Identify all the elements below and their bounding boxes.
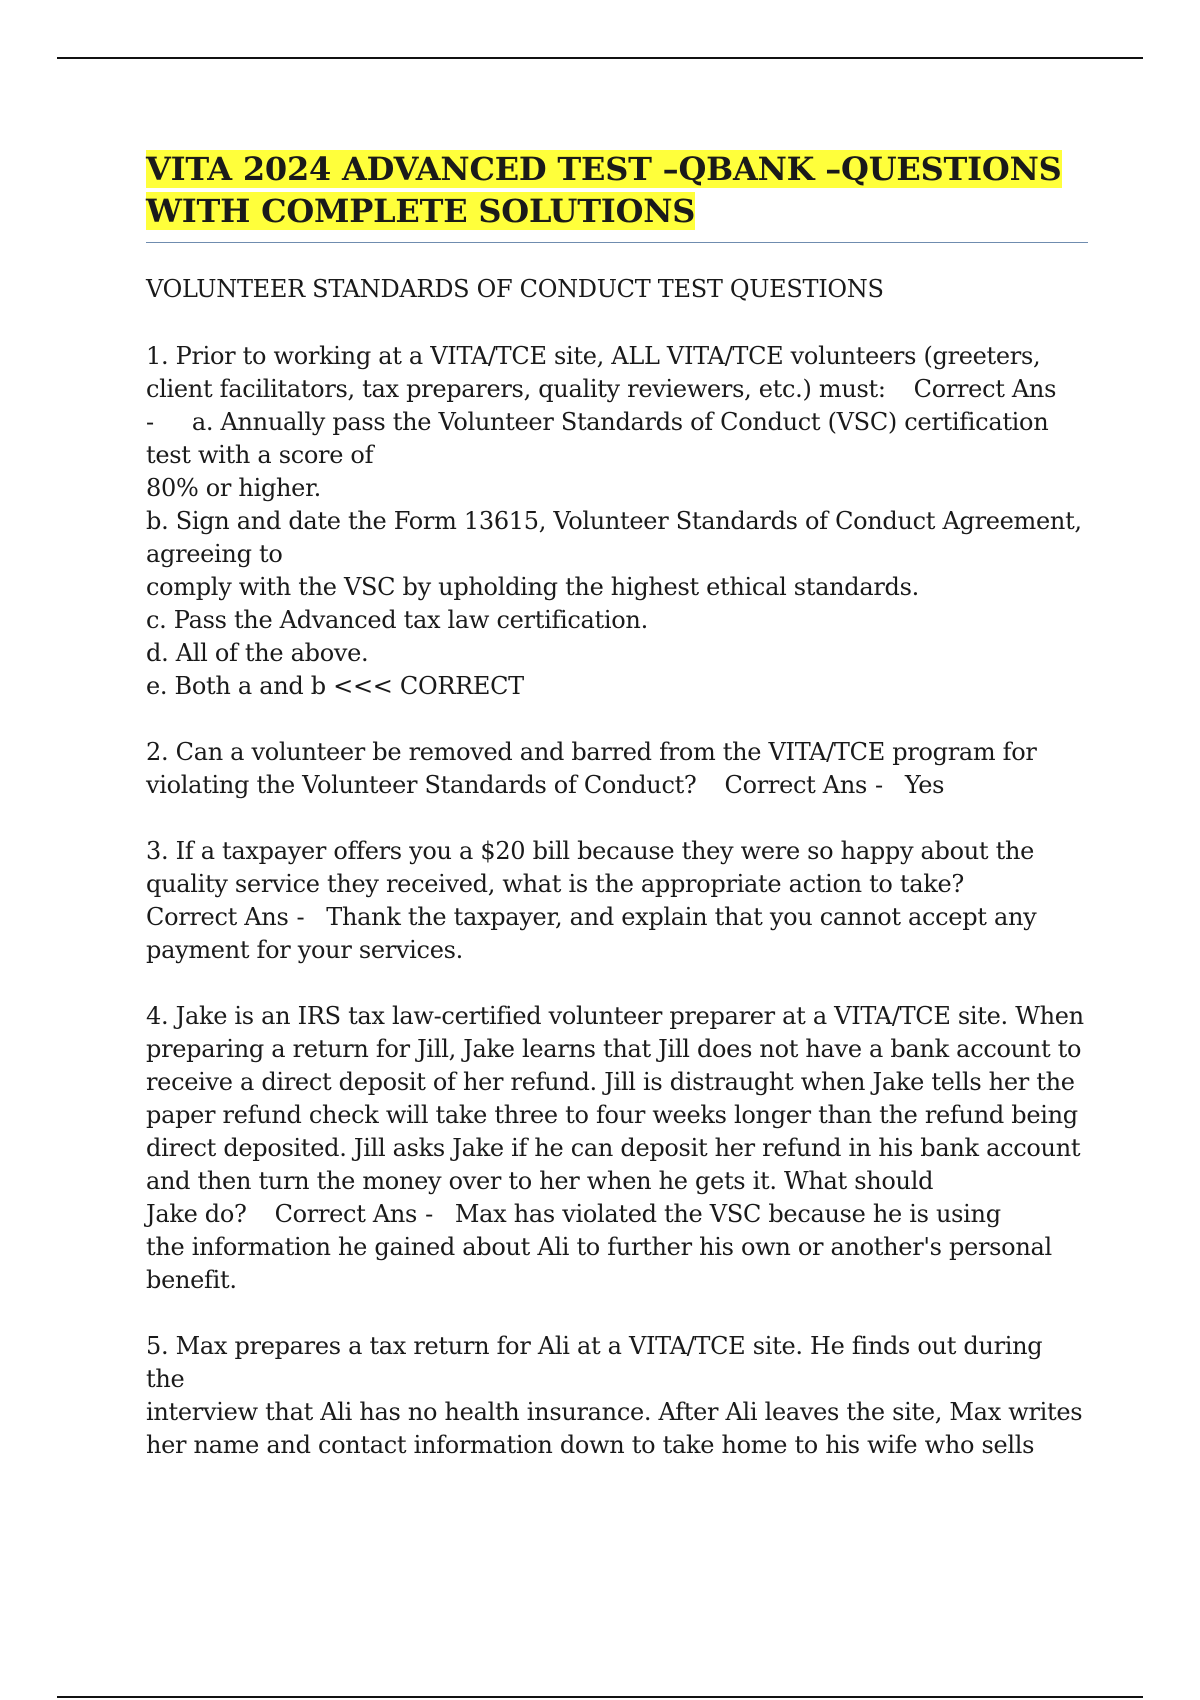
q1-line-8: comply with the VSC by upholding the highest ethical standards. bbox=[146, 573, 919, 601]
q1-line-5: 80% or higher. bbox=[146, 474, 321, 502]
q3-line-3: Correct Ans - Thank the taxpayer, and explain that you cannot accept any bbox=[146, 903, 1037, 931]
question-5 bbox=[146, 1330, 1088, 1462]
q5-line-1: 5. Max prepares a tax return for Ali at a VITA/TCE site. He finds out during the bbox=[146, 1332, 1043, 1393]
title-underline bbox=[146, 242, 1088, 243]
title-line-1: VITA 2024 ADVANCED TEST –QBANK –QUESTIONS bbox=[146, 150, 1062, 188]
q4-line-2: preparing a return for Jill, Jake learns that Jill does not have a bank account to bbox=[146, 1035, 1082, 1063]
q3-line-4: payment for your services. bbox=[146, 936, 463, 964]
document-body bbox=[146, 273, 1088, 1462]
q1-line-1: 1. Prior to working at a VITA/TCE site, ALL VITA/TCE volunteers (greeters, bbox=[146, 342, 1041, 370]
q4-line-6: and then turn the money over to her when he gets it. What should bbox=[146, 1167, 934, 1195]
q4-line-7: Jake do? Correct Ans - Max has violated the VSC because he is using bbox=[146, 1200, 1001, 1228]
section-heading: VOLUNTEER STANDARDS OF CONDUCT TEST QUESTIONS bbox=[146, 275, 884, 303]
q2-line-2: violating the Volunteer Standards of Conduct? Correct Ans - Yes bbox=[146, 771, 945, 799]
top-rule bbox=[57, 57, 1143, 59]
q3-answer: Thank the taxpayer, and explain that you cannot accept any bbox=[326, 903, 1037, 931]
document-title bbox=[146, 148, 1088, 232]
question-3 bbox=[146, 835, 1088, 967]
title-line-2: WITH COMPLETE SOLUTIONS bbox=[146, 192, 696, 230]
document-page bbox=[146, 148, 1088, 1495]
q2-answer: Yes bbox=[904, 771, 945, 799]
q4-line-5: direct deposited. Jill asks Jake if he can deposit her refund in his bank account bbox=[146, 1134, 1081, 1162]
q4-answer: Max has violated the VSC because he is using bbox=[454, 1200, 1001, 1228]
q3-line-1: 3. If a taxpayer offers you a $20 bill because they were so happy about the bbox=[146, 837, 1035, 865]
q1-line-11: e. Both a and b <<< CORRECT bbox=[146, 672, 524, 700]
question-1 bbox=[146, 340, 1088, 703]
q1-line-10: d. All of the above. bbox=[146, 639, 369, 667]
q4-line-4: paper refund check will take three to four weeks longer than the refund being bbox=[146, 1101, 1078, 1129]
question-2 bbox=[146, 736, 1088, 802]
q2-line-1: 2. Can a volunteer be removed and barred from the VITA/TCE program for bbox=[146, 738, 1037, 766]
q5-line-3: her name and contact information down to take home to his wife who sells bbox=[146, 1431, 1035, 1459]
q1-line-9: c. Pass the Advanced tax law certification. bbox=[146, 606, 648, 634]
q1-line-3: - a. Annually pass the Volunteer Standards of Conduct (VSC) certification bbox=[146, 408, 1049, 436]
question-4 bbox=[146, 1000, 1088, 1297]
q1-line-2: client facilitators, tax preparers, quality reviewers, etc.) must: Correct Ans bbox=[146, 375, 1057, 403]
q4-line-1: 4. Jake is an IRS tax law-certified volunteer preparer at a VITA/TCE site. When bbox=[146, 1002, 1084, 1030]
q5-line-2: interview that Ali has no health insurance. After Ali leaves the site, Max writes bbox=[146, 1398, 1083, 1426]
q4-line-9: benefit. bbox=[146, 1266, 237, 1294]
q1-line-4: test with a score of bbox=[146, 441, 374, 469]
q1-line-7: agreeing to bbox=[146, 540, 283, 568]
q3-line-2: quality service they received, what is the appropriate action to take? bbox=[146, 870, 964, 898]
q4-line-3: receive a direct deposit of her refund. Jill is distraught when Jake tells her the bbox=[146, 1068, 1075, 1096]
q4-line-8: the information he gained about Ali to further his own or another's personal bbox=[146, 1233, 1052, 1261]
bottom-rule bbox=[57, 1696, 1143, 1698]
q1-line-6: b. Sign and date the Form 13615, Volunteer Standards of Conduct Agreement, bbox=[146, 507, 1082, 535]
